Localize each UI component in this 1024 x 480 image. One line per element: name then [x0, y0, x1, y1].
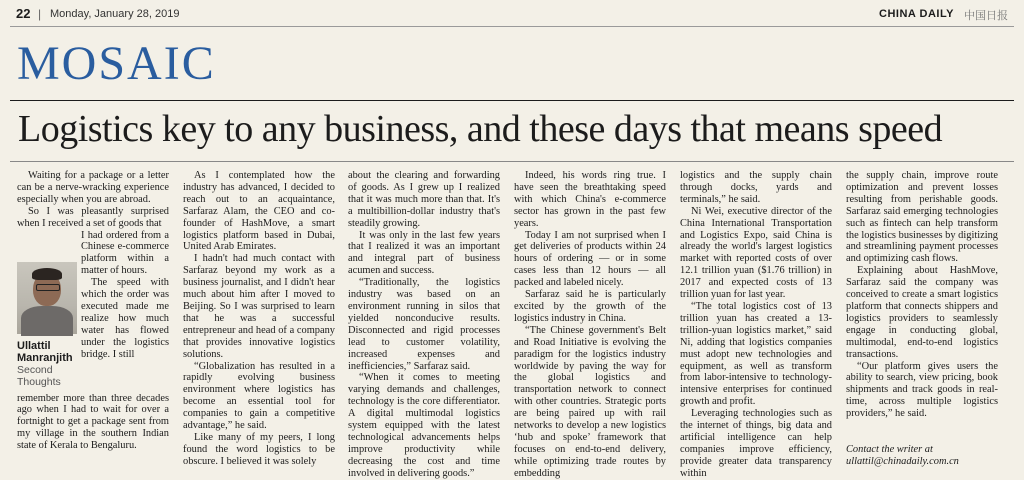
paragraph: So I was pleasantly surprised when I received a set of goods that	[17, 205, 169, 229]
paragraph: Leveraging technologies such as the internet of things, big data and artificial intelligence can help companies improve efficiency, provide greater data transparency within	[680, 408, 832, 479]
paragraph: logistics and the supply chain through docks, yards and terminals,” he said.	[680, 170, 832, 205]
author-photo-glasses	[36, 284, 60, 291]
contact-note	[846, 444, 1006, 468]
section-title: MOSAIC	[17, 37, 216, 90]
column-name-line: Second	[17, 364, 53, 376]
author-photo-body	[21, 306, 73, 336]
paragraph: the supply chain, improve route optimization and prevent losses resulting from perishable goods. Sarfaraz said emerging technologies such as fintech can help transform the logistics businesses by digitizing and streamlining payment processes and optimizing cash flows.	[846, 170, 998, 265]
contact-label: Contact the writer at	[846, 444, 933, 455]
column-name-line: Thoughts	[17, 375, 61, 388]
paragraph: Explaining about HashMove, Sarfaraz said the company was conceived to create a smart logistics platform that connects shippers and logistics providers to seamlessly engage in conducting global, multimodal, end-to-end logistics transactions.	[846, 265, 998, 360]
paragraph: about the clearing and forwarding of goods. As I grew up I realized that it was much more than that. It's a multibillion-dollar industry that's steadily growing.	[348, 170, 500, 229]
paragraph: Like many of my peers, I long found the word logistics to be obscure. I believed it was solely	[183, 431, 335, 467]
author-name-line: Ullattil	[17, 340, 51, 352]
article-column-2	[183, 170, 335, 470]
author-name-line: Manranjith	[17, 352, 73, 364]
paragraph: “When it comes to meeting varying demands and challenges, technology is the core differentiator. A digital multimodal logistics system equipped with the latest technological advancements helps improve productivity while decreasing the cost and time involved in delivering goods.”	[348, 372, 500, 479]
page-number: 22	[16, 6, 31, 21]
author-photo-hair	[32, 268, 62, 280]
paragraph: “Our platform gives users the ability to search, view pricing, book shipments and track goods in real-time, across multiple logistics providers,” he said.	[846, 360, 998, 420]
paragraph: “The Chinese government's Belt and Road Initiative is evolving the paradigm for the logistics industry worldwide by paving the way for the global logistics and transportation network to connect with other countries. Strategic ports are being paired up with rail networks to develop a new logistics ‘hub and spoke’ framework that focuses on end-to-end delivery, while optimizing trade routes by embedding	[514, 324, 666, 479]
masthead-bar	[10, 6, 1014, 27]
paragraph: I hadn't had much contact with Sarfaraz beyond my work as a business journalist, and I didn't hear much about him after I moved to Beijing. So I was surprised to learn that he was a successful entrepreneur and head of a company that provides innovative logistics solutions.	[183, 253, 335, 360]
paragraph: “The total logistics cost of 13 trillion yuan has created a 13-trillion-yuan logistics market,” said Ni, adding that logistics companies must adopt new technologies and equipment, as well as transform from labor-intensive to technology-intensive enterprises for continued growth and profit.	[680, 300, 832, 408]
paragraph: Today I am not surprised when I get deliveries of products within 24 hours of ordering — or in some cases less than 12 hours — all packed and labeled nicely.	[514, 229, 666, 289]
author-photo	[17, 262, 77, 334]
article-column-4	[514, 170, 666, 479]
article-column-6	[846, 170, 998, 440]
paragraph: The speed with which the order was executed made me realize how much water has flowed under the logistics bridge. I still	[81, 277, 169, 360]
paragraph: Indeed, his words ring true. I have seen the breathtaking speed with which China's e-commerce sector has grown in the past few years.	[514, 170, 666, 229]
article-column-3	[348, 170, 500, 479]
paragraph: remember more than three decades ago when I had to wait for over a fortnight to get a package sent from my village in the southern Indian state of Kerala to Bengaluru.	[17, 392, 169, 452]
section-divider	[10, 100, 1014, 101]
newspaper-brand-chinese: 中国日报	[964, 9, 1008, 22]
article-column-5	[680, 170, 832, 479]
headline-divider	[10, 161, 1014, 162]
paragraph: As I contemplated how the industry has advanced, I decided to reach out to an acquaintance, Sarfaraz Alam, the CEO and co-founder of HashMove, a smart logistics platform based in Dubai, United Arab Emirates.	[183, 170, 335, 253]
paragraph: Sarfaraz said he is particularly excited by the growth of the logistics industry in China.	[514, 289, 666, 324]
paragraph: “Globalization has resulted in a rapidly evolving business environment where logistics has become an essential tool for companies to gain a competitive advantage,” he said.	[183, 360, 335, 432]
paragraph: “Traditionally, the logistics industry was based on an environment running in silos that yielded nonconducive results. Disconnected and rigid processes lead to customer volatility, increased expenses and inefficiencies,” Sarfaraz said.	[348, 277, 500, 372]
paragraph: Waiting for a package or a letter can be a nerve-wracking experience especially when you are abroad.	[17, 170, 169, 205]
paragraph: Ni Wei, executive director of the China International Transportation and Logistics Expo, said China is already the world's largest logistics market with reported costs of over 12.1 trillion yuan ($1.76 trillion) in 2017 and expected costs of 13 trillion yuan for last year.	[680, 205, 832, 301]
article-headline: Logistics key to any business, and these days that means speed	[18, 108, 943, 150]
paragraph: I had ordered from a Chinese e-commerce platform within a matter of hours.	[81, 229, 169, 277]
newspaper-brand: CHINA DAILY	[879, 8, 954, 20]
author-byline	[17, 340, 79, 364]
masthead-separator: |	[38, 7, 42, 21]
contact-email: ullattil@chinadaily.com.cn	[846, 455, 959, 467]
publication-date: Monday, January 28, 2019	[50, 8, 180, 20]
paragraph: It was only in the last few years that I realized it was an important and integral part of business acumen and success.	[348, 229, 500, 277]
column-name	[17, 365, 79, 388]
